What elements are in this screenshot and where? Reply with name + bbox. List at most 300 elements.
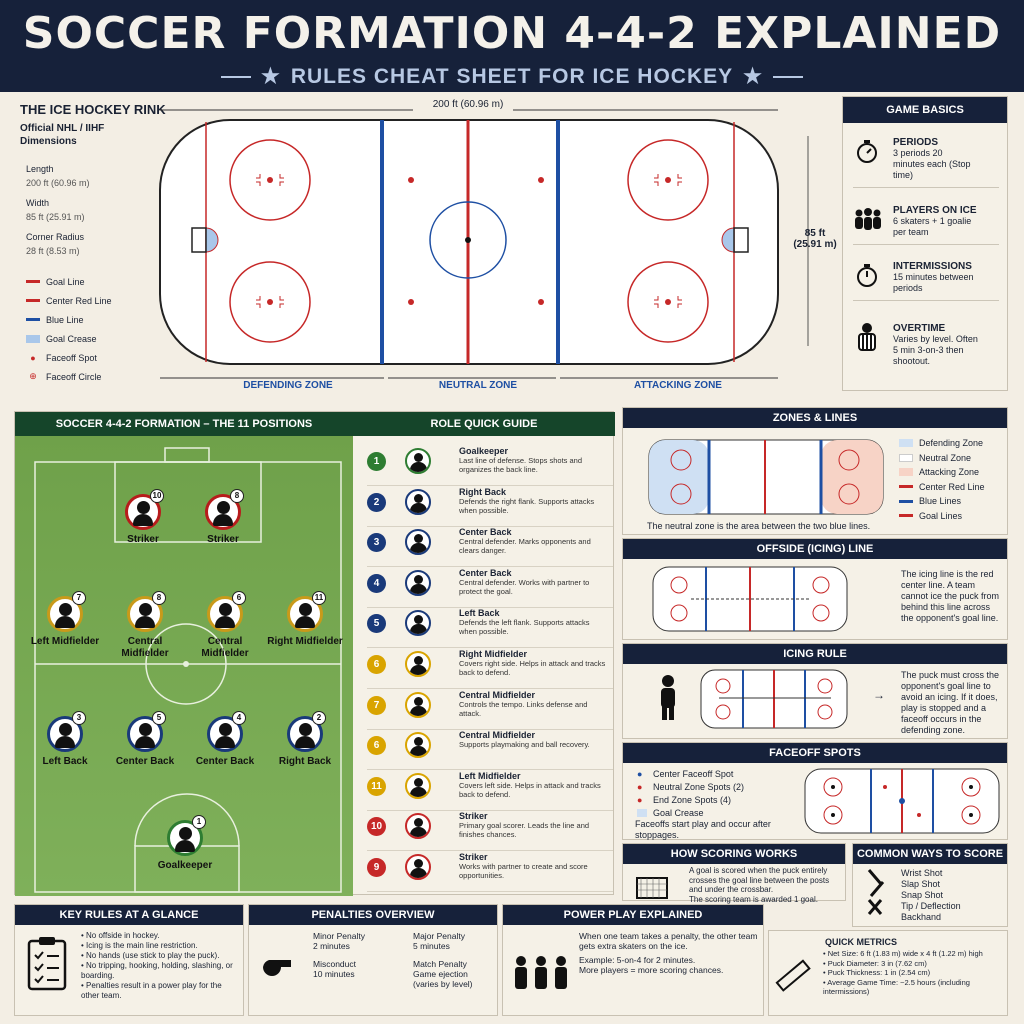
player-body bbox=[133, 514, 153, 526]
role-desc: Central defender. Marks opponents and clears danger. bbox=[459, 537, 591, 556]
role-avatar bbox=[405, 610, 431, 636]
role-text bbox=[459, 527, 609, 555]
stopwatch-icon bbox=[853, 261, 881, 289]
avatar-head bbox=[414, 534, 423, 543]
legend-swatch bbox=[899, 454, 913, 462]
legend-label: Attacking Zone bbox=[919, 467, 980, 478]
metric-text: Net Size: 6 ft (1.83 m) wide x 4 ft (1.22 m) high bbox=[827, 949, 983, 958]
faceoff-panel bbox=[622, 742, 1008, 840]
player-avatar bbox=[205, 491, 241, 530]
player-name: Center Back bbox=[115, 756, 175, 767]
legend-label: End Zone Spots (4) bbox=[653, 794, 732, 805]
rink-length-dim: 200 ft (60.96 m) bbox=[432, 99, 504, 110]
player-body bbox=[55, 616, 75, 628]
penalty-name: Match Penalty bbox=[413, 959, 467, 969]
player-number: 11 bbox=[312, 591, 326, 605]
header bbox=[0, 0, 1024, 92]
zone-label-defending: DEFENDING ZONE bbox=[243, 380, 333, 391]
basics-item-text: 15 minutes between periods bbox=[893, 272, 974, 293]
player-avatar bbox=[125, 491, 162, 530]
player-avatar bbox=[167, 817, 203, 856]
player-body bbox=[175, 840, 195, 852]
role-name: Striker bbox=[459, 852, 488, 862]
radius-value: 28 ft (8.53 m) bbox=[26, 246, 80, 256]
penalty-minor bbox=[313, 931, 393, 951]
zone-label-neutral: NEUTRAL ZONE bbox=[438, 380, 518, 391]
role-number-badge: 6 bbox=[367, 655, 386, 674]
role-number-badge: 5 bbox=[367, 614, 386, 633]
basics-item-intermissions bbox=[853, 261, 999, 301]
avatar-body bbox=[410, 584, 427, 594]
player-head bbox=[137, 501, 150, 514]
role-number-badge: 2 bbox=[367, 493, 386, 512]
basics-item-text: 6 skaters + 1 goalie per team bbox=[893, 216, 972, 237]
role-name: Central Midfielder bbox=[459, 689, 536, 700]
rink-width-ft: 85 ft bbox=[804, 228, 826, 239]
avatar-body bbox=[410, 746, 427, 756]
divider bbox=[773, 76, 803, 78]
player-body bbox=[213, 514, 233, 526]
player-head bbox=[139, 723, 152, 736]
player-head bbox=[139, 603, 152, 616]
legend-goal-crease bbox=[26, 329, 146, 348]
role-number-badge: 3 bbox=[367, 533, 386, 552]
power-play-panel bbox=[502, 904, 764, 1016]
legend-faceoff-circle bbox=[26, 367, 146, 386]
ways-list bbox=[901, 868, 1005, 923]
player-name: Striker bbox=[207, 534, 239, 545]
legend-faceoff-spot bbox=[26, 348, 146, 367]
ways-item: Slap Shot bbox=[901, 879, 941, 889]
role-text bbox=[459, 771, 609, 799]
role-row bbox=[367, 852, 613, 892]
avatar-head bbox=[414, 697, 423, 706]
rink-panel bbox=[8, 92, 837, 398]
ways-item: Snap Shot bbox=[901, 890, 944, 900]
role-row bbox=[367, 771, 613, 811]
hockey-net-icon bbox=[635, 876, 675, 906]
basics-item-players bbox=[853, 205, 999, 245]
key-rule-text: Icing is the main line restriction. bbox=[86, 941, 198, 950]
rink-diagram bbox=[148, 106, 828, 396]
legend-center-red-line bbox=[26, 291, 146, 310]
penalty-time: 2 minutes bbox=[313, 941, 350, 951]
player-marker bbox=[183, 491, 263, 546]
player-head bbox=[59, 723, 72, 736]
penalties-title: PENALTIES OVERVIEW bbox=[249, 905, 497, 925]
zone-label-attacking: ATTACKING ZONE bbox=[634, 380, 722, 391]
player-marker bbox=[265, 713, 345, 768]
player-marker bbox=[185, 593, 265, 660]
role-text bbox=[459, 487, 609, 515]
legend-label: Goal Crease bbox=[46, 333, 97, 344]
formation-panel bbox=[14, 411, 614, 895]
clipboard-icon bbox=[25, 935, 69, 993]
role-number-badge: 6 bbox=[367, 736, 386, 755]
icing-text: The puck must cross the opponent's goal line to avoid an icing. If it does, play is stopped and a faceoff occurs in the defending zone. bbox=[901, 670, 1000, 735]
power-play-text bbox=[579, 931, 759, 975]
scoring-text bbox=[689, 866, 841, 904]
ways-item: Wrist Shot bbox=[901, 868, 943, 878]
players-icon bbox=[513, 955, 569, 991]
player-number: 2 bbox=[312, 711, 326, 725]
player-avatar bbox=[207, 593, 243, 632]
avatar-body bbox=[410, 665, 427, 675]
penalty-time: 10 minutes bbox=[313, 969, 355, 979]
key-rules-panel bbox=[14, 904, 244, 1016]
key-rule-text: No offside in hockey. bbox=[86, 931, 160, 940]
player-body bbox=[295, 736, 315, 748]
scoring-title: HOW SCORING WORKS bbox=[623, 844, 845, 864]
role-avatar bbox=[405, 529, 431, 555]
power-play-title: POWER PLAY EXPLAINED bbox=[503, 905, 763, 925]
player-head bbox=[59, 603, 72, 616]
power-play-example: Example: 5-on-4 for 2 minutes. bbox=[579, 955, 696, 965]
player-number: 7 bbox=[72, 591, 86, 605]
role-name: Right Midfielder bbox=[459, 649, 527, 659]
legend-swatch bbox=[637, 809, 647, 817]
player-avatar bbox=[127, 713, 163, 752]
player-name: Right Back bbox=[278, 756, 332, 767]
metric-text: Puck Thickness: 1 in (2.54 cm) bbox=[827, 968, 931, 977]
icing-diagram bbox=[699, 668, 849, 732]
player-body bbox=[215, 616, 235, 628]
role-row bbox=[367, 649, 613, 689]
metrics-list bbox=[823, 949, 1005, 997]
divider bbox=[221, 76, 251, 78]
role-avatar bbox=[405, 732, 431, 758]
legend-label: Center Red Line bbox=[46, 295, 112, 306]
player-marker bbox=[265, 593, 345, 648]
role-number-badge: 4 bbox=[367, 574, 386, 593]
legend-swatch bbox=[26, 335, 40, 343]
zones-panel bbox=[622, 407, 1008, 535]
role-avatar bbox=[405, 854, 431, 880]
player-marker bbox=[25, 593, 105, 648]
star-icon: ★ bbox=[743, 65, 763, 88]
role-number-badge: 10 bbox=[367, 817, 386, 836]
metric-item: • Net Size: 6 ft (1.83 m) wide x 4 ft (1.22 m) high bbox=[823, 949, 983, 958]
penalty-name: Major Penalty bbox=[413, 931, 465, 941]
role-text bbox=[459, 811, 609, 839]
scoring-award-line: The scoring team is awarded 1 goal. bbox=[689, 894, 818, 904]
faceoff-diagram bbox=[803, 767, 1003, 837]
key-rule-item: • No tripping, hooking, holding, slashing, or boarding. bbox=[81, 961, 233, 980]
avatar-head bbox=[414, 575, 423, 584]
penalty-misconduct bbox=[313, 959, 393, 979]
role-name: Striker bbox=[459, 811, 488, 822]
role-desc: Controls the tempo. Links defense and attack. bbox=[459, 699, 588, 718]
player-body bbox=[295, 616, 315, 628]
legend-label: Neutral Zone Spots (2) bbox=[653, 781, 745, 792]
key-rule-item: • No hands (use stick to play the puck). bbox=[81, 951, 220, 960]
role-avatar bbox=[405, 813, 431, 839]
icing-title: ICING RULE bbox=[623, 644, 1007, 664]
zones-title: ZONES & LINES bbox=[623, 408, 1007, 428]
penalty-name: Minor Penalty bbox=[313, 931, 365, 941]
referee-icon bbox=[853, 323, 881, 351]
ways-item: Tip / Deflection bbox=[901, 901, 961, 911]
player-name: Goalkeeper bbox=[157, 860, 213, 871]
legend-swatch bbox=[26, 280, 40, 283]
avatar-body bbox=[410, 706, 427, 716]
player-number: 4 bbox=[232, 711, 246, 725]
role-text bbox=[459, 649, 609, 677]
zones-caption: The neutral zone is the area between the two blue lines. bbox=[647, 521, 871, 531]
role-desc: Primary goal scorer. Leads the line and finishes chances. bbox=[459, 821, 590, 840]
legend-label: Neutral Zone bbox=[919, 452, 972, 463]
player-body bbox=[215, 736, 235, 748]
metrics-title: QUICK METRICS bbox=[825, 937, 897, 947]
role-text bbox=[459, 730, 609, 749]
icing-panel bbox=[622, 643, 1008, 739]
player-marker bbox=[185, 713, 265, 768]
legend-swatch bbox=[899, 439, 913, 447]
player-head bbox=[179, 827, 192, 840]
role-avatar bbox=[405, 489, 431, 515]
role-desc: Supports playmaking and ball recovery. bbox=[459, 740, 590, 750]
whistle-icon bbox=[259, 955, 293, 983]
role-row bbox=[367, 446, 613, 486]
metric-item: • Puck Thickness: 1 in (2.54 cm) bbox=[823, 968, 931, 977]
role-number-badge: 11 bbox=[367, 777, 386, 796]
metrics-panel bbox=[768, 930, 1008, 1016]
role-avatar bbox=[405, 448, 431, 474]
power-play-note: More players = more scoring chances. bbox=[579, 965, 724, 975]
role-text bbox=[459, 690, 609, 718]
penalty-time: Game ejection (varies by level) bbox=[413, 969, 473, 989]
key-rules-list bbox=[81, 931, 241, 1001]
player-name: Striker bbox=[127, 534, 159, 545]
role-number-badge: 7 bbox=[367, 696, 386, 715]
zones-diagram bbox=[647, 438, 887, 518]
role-desc: Last line of defense. Stops shots and organizes the back line. bbox=[459, 456, 582, 474]
role-text bbox=[459, 608, 609, 636]
avatar-body bbox=[410, 503, 427, 513]
player-name: Left Midfielder bbox=[30, 636, 100, 647]
player-head bbox=[299, 723, 312, 736]
faceoff-circle-icon: ⊕ bbox=[29, 371, 37, 381]
length-label: Length bbox=[26, 164, 54, 174]
basics-item-periods bbox=[853, 137, 999, 188]
player-name: Left Back bbox=[42, 756, 88, 767]
width-label: Width bbox=[26, 198, 50, 208]
basics-item-title: PLAYERS ON ICE bbox=[893, 205, 977, 216]
player-body bbox=[55, 736, 75, 748]
page-subtitle-row bbox=[0, 64, 1024, 89]
zones-legend bbox=[899, 436, 1007, 523]
player-name: Center Back bbox=[195, 756, 255, 767]
player-number: 5 bbox=[152, 711, 166, 725]
metric-text: Average Game Time: ~2.5 hours (including intermissions) bbox=[823, 977, 970, 996]
key-rule-text: No tripping, hooking, holding, slashing, or boarding. bbox=[81, 961, 233, 980]
faceoff-spot-icon: ● bbox=[30, 352, 36, 363]
player-avatar bbox=[287, 713, 323, 752]
formation-title: SOCCER 4-4-2 FORMATION – THE 11 POSITIONS bbox=[15, 412, 353, 436]
players-icon bbox=[853, 205, 881, 233]
offside-diagram bbox=[651, 565, 851, 635]
role-name: Center Back bbox=[459, 527, 512, 538]
avatar-head bbox=[414, 494, 423, 503]
offside-title: OFFSIDE (ICING) LINE bbox=[623, 539, 1007, 559]
penalty-time: 5 minutes bbox=[413, 941, 450, 951]
player-head bbox=[217, 501, 230, 514]
player-number: 6 bbox=[232, 591, 246, 605]
legend-swatch bbox=[26, 318, 40, 321]
metric-item: • Puck Diameter: 3 in (7.62 cm) bbox=[823, 958, 927, 968]
radius-label: Corner Radius bbox=[26, 232, 85, 242]
player-number: 8 bbox=[152, 591, 166, 605]
role-row bbox=[367, 527, 613, 567]
player-name: Central Midfielder bbox=[201, 636, 249, 659]
player-number: 10 bbox=[150, 489, 164, 503]
role-desc: Central defender. Works with partner to protect the goal. bbox=[459, 577, 590, 596]
rink-subtitle: Official NHL / IIHF Dimensions bbox=[20, 123, 105, 147]
key-rules-title: KEY RULES AT A GLANCE bbox=[15, 905, 243, 925]
role-text bbox=[459, 446, 609, 474]
player-number: 1 bbox=[192, 815, 206, 829]
role-row bbox=[367, 608, 613, 648]
role-guide-title: ROLE QUICK GUIDE bbox=[353, 412, 615, 436]
role-name: Left Back bbox=[459, 608, 500, 619]
player-marker bbox=[105, 713, 185, 768]
role-avatar bbox=[405, 570, 431, 596]
ways-item: Backhand bbox=[901, 912, 942, 922]
role-name: Left Midfielder bbox=[459, 770, 521, 781]
avatar-body bbox=[410, 462, 427, 472]
role-desc: Defends the right flank. Supports attacks when possible. bbox=[459, 496, 595, 515]
offside-panel bbox=[622, 538, 1008, 640]
role-name: Right Back bbox=[459, 486, 507, 497]
role-avatar bbox=[405, 773, 431, 799]
key-rule-item: • No offside in hockey. bbox=[81, 931, 160, 940]
player-avatar bbox=[47, 593, 83, 632]
role-name: Goalkeeper bbox=[459, 446, 509, 456]
legend-label: Goal Crease bbox=[653, 807, 704, 818]
end-spot-icon: ● bbox=[637, 794, 643, 805]
avatar-head bbox=[414, 656, 423, 665]
role-number-badge: 9 bbox=[367, 858, 386, 877]
player-number: 3 bbox=[72, 711, 86, 725]
key-rule-item: • Penalties result in a power play for the other team. bbox=[81, 981, 222, 1000]
role-number-badge: 1 bbox=[367, 452, 386, 471]
avatar-body bbox=[410, 543, 427, 553]
player-number: 8 bbox=[230, 489, 244, 503]
avatar-body bbox=[410, 868, 427, 878]
avatar-body bbox=[410, 827, 427, 837]
basics-item-title: OVERTIME bbox=[893, 323, 946, 334]
legend-label: Center Faceoff Spot bbox=[653, 768, 734, 779]
game-basics-panel bbox=[842, 96, 1008, 391]
role-name: Central Midfielder bbox=[459, 730, 536, 741]
penalty-name: Misconduct bbox=[313, 959, 356, 969]
player-marker bbox=[105, 593, 185, 660]
avatar-head bbox=[414, 615, 423, 624]
role-avatar bbox=[405, 651, 431, 677]
basics-item-overtime bbox=[853, 323, 999, 373]
legend-swatch bbox=[899, 468, 913, 476]
length-value: 200 ft (60.96 m) bbox=[26, 178, 90, 188]
game-basics-title: GAME BASICS bbox=[843, 97, 1007, 123]
ways-panel bbox=[852, 843, 1008, 927]
offside-text: The icing line is the red center line. A team cannot ice the puck from behind this line across the opponent's goal line. bbox=[901, 569, 1000, 623]
legend-swatch bbox=[899, 485, 913, 488]
stopwatch-icon bbox=[853, 137, 881, 165]
avatar-head bbox=[414, 818, 423, 827]
role-text bbox=[459, 852, 609, 880]
rink-width-dim bbox=[793, 228, 837, 250]
legend-label: Goal Lines bbox=[919, 510, 963, 521]
key-rule-text: No hands (use stick to play the puck). bbox=[86, 951, 220, 960]
width-value: 85 ft (25.91 m) bbox=[26, 212, 85, 222]
role-desc: Covers right side. Helps in attack and tracks back to defend. bbox=[459, 659, 606, 677]
player-name: Right Midfielder bbox=[267, 636, 343, 647]
player-body bbox=[135, 616, 155, 628]
role-desc: Works with partner to create and score opportunities. bbox=[459, 862, 588, 880]
scoring-panel bbox=[622, 843, 846, 904]
metric-text: Puck Diameter: 3 in (7.62 cm) bbox=[827, 958, 927, 968]
hockey-stick-icon bbox=[865, 868, 889, 924]
legend-swatch bbox=[899, 514, 913, 517]
rink-width-m: (25.91 m) bbox=[793, 239, 837, 250]
penalty-match bbox=[413, 959, 493, 989]
faceoff-legend bbox=[637, 767, 787, 819]
role-desc: Covers left side. Helps in attack and tracks back to defend. bbox=[459, 780, 601, 799]
skater-icon bbox=[653, 674, 683, 724]
role-desc: Defends the left flank. Supports attacks when possible. bbox=[459, 618, 590, 637]
key-rule-item: • Icing is the main line restriction. bbox=[81, 941, 198, 950]
penalties-panel bbox=[248, 904, 498, 1016]
player-head bbox=[219, 723, 232, 736]
player-head bbox=[219, 603, 232, 616]
basics-item-title: INTERMISSIONS bbox=[893, 261, 972, 272]
scoring-description: A goal is scored when the puck entirely crosses the goal line between the posts and under the crossbar. bbox=[689, 866, 830, 894]
player-name: Central Midfielder bbox=[121, 636, 169, 659]
legend-label: Blue Line bbox=[46, 314, 84, 325]
avatar-body bbox=[410, 787, 427, 797]
player-marker bbox=[145, 817, 225, 872]
avatar-head bbox=[414, 859, 423, 868]
role-text bbox=[459, 568, 609, 596]
legend-blue-line bbox=[26, 310, 146, 329]
ways-title: COMMON WAYS TO SCORE bbox=[853, 844, 1007, 864]
role-row bbox=[367, 730, 613, 770]
avatar-head bbox=[414, 737, 423, 746]
player-avatar bbox=[127, 593, 163, 632]
role-row bbox=[367, 690, 613, 730]
player-avatar bbox=[207, 713, 243, 752]
role-row bbox=[367, 811, 613, 851]
role-row bbox=[367, 487, 613, 527]
player-body bbox=[135, 736, 155, 748]
faceoff-title: FACEOFF SPOTS bbox=[623, 743, 1007, 763]
player-marker bbox=[103, 491, 183, 546]
legend-label: Faceoff Spot bbox=[46, 352, 97, 363]
legend-label: Goal Line bbox=[46, 276, 85, 287]
star-icon: ★ bbox=[261, 65, 281, 88]
legend-swatch bbox=[26, 299, 40, 302]
legend-label: Faceoff Circle bbox=[46, 371, 102, 382]
legend-label: Center Red Line bbox=[919, 481, 985, 492]
penalty-major bbox=[413, 931, 493, 951]
avatar-head bbox=[414, 778, 423, 787]
avatar-body bbox=[410, 624, 427, 634]
role-guide-list bbox=[353, 438, 615, 896]
player-marker bbox=[25, 713, 105, 768]
legend-goal-line bbox=[26, 272, 146, 291]
player-avatar bbox=[287, 593, 324, 632]
power-play-description: When one team takes a penalty, the other team gets extra skaters on the ice. bbox=[579, 931, 758, 951]
